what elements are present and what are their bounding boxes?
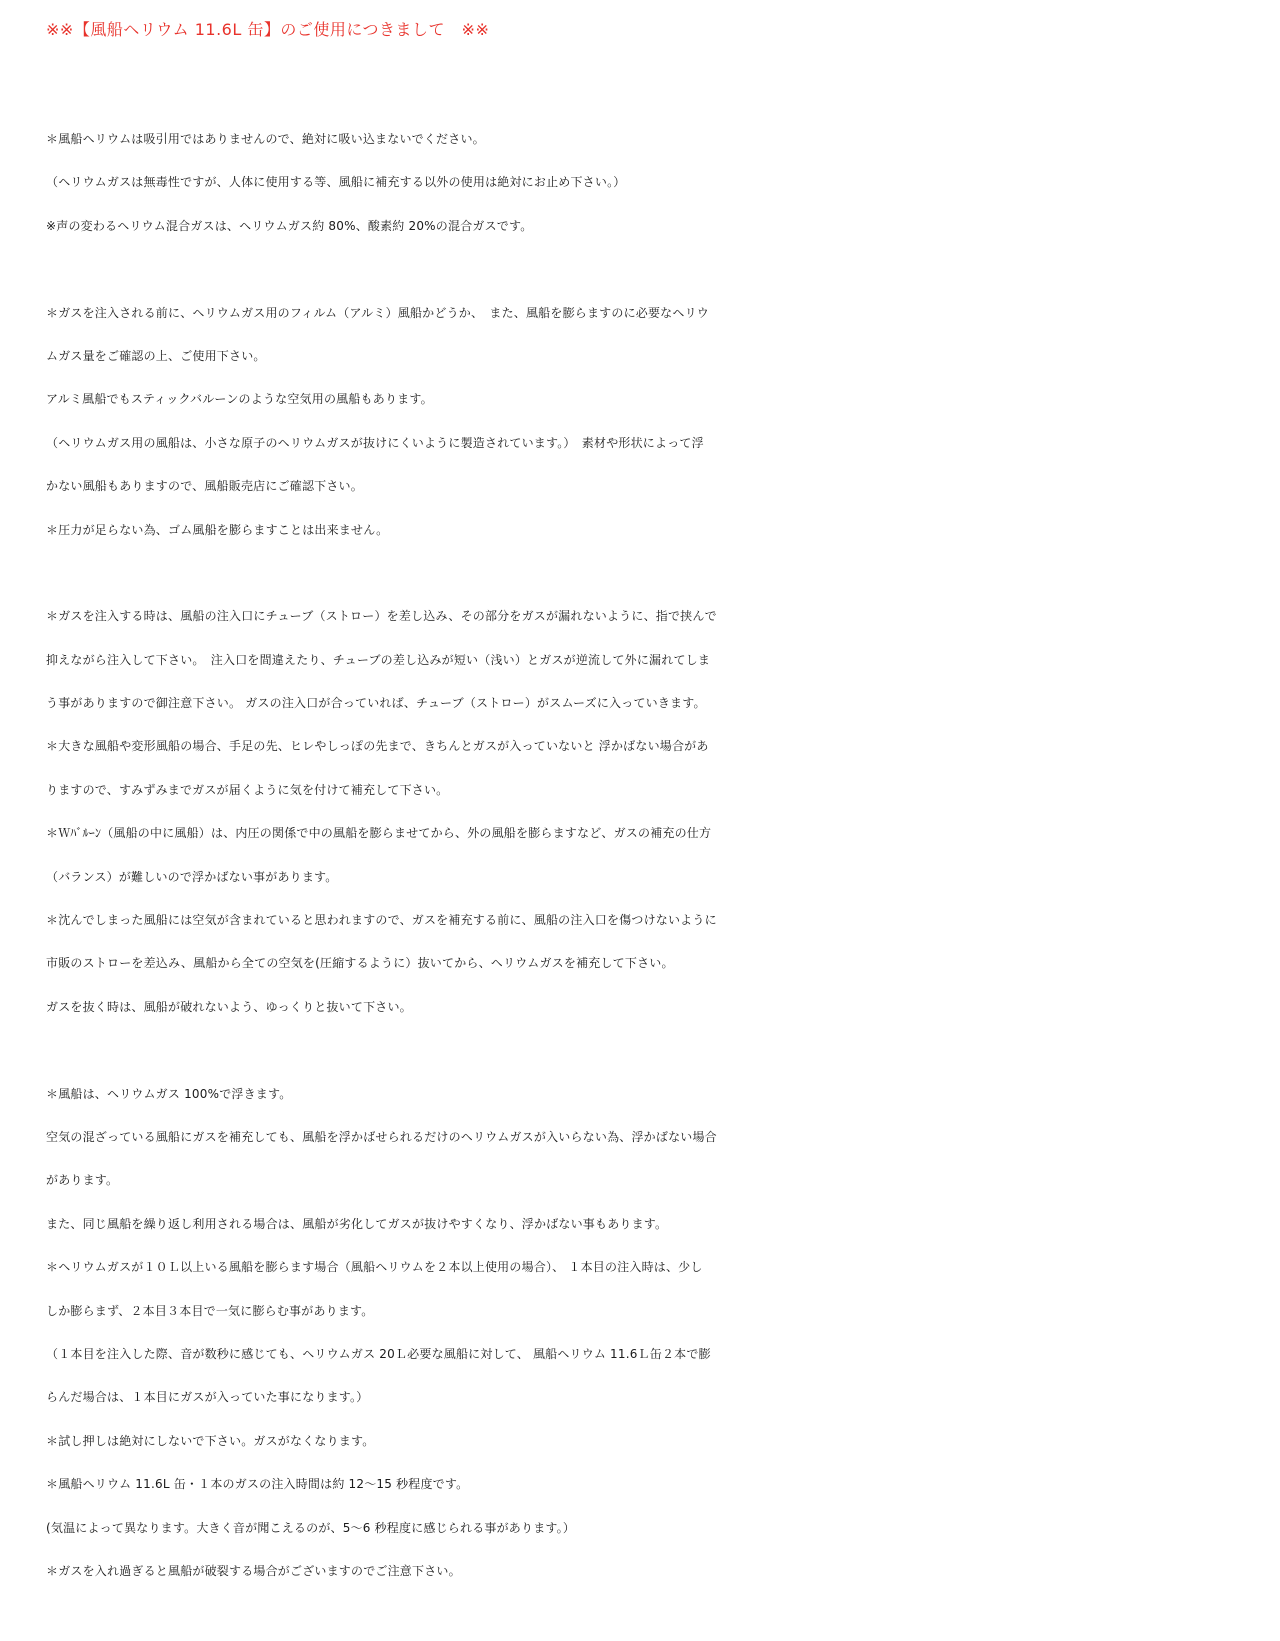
text-line: ＊風船は、ヘリウムガス 100%で浮きます。 — [46, 1086, 292, 1101]
text-line: ＊試し押しは絶対にしないで下さい。ガスがなくなります。 — [46, 1433, 375, 1448]
text-line: ムガス量をご確認の上、ご使用下さい。 — [46, 348, 266, 363]
text-line: ＊圧力が足らない為、ゴム風船を膨らますことは出来ません。 — [46, 522, 389, 537]
text-line: 抑えながら注入して下さい。 注入口を間違えたり、チューブの差し込みが短い（浅い）とガスが逆流して外に漏れてしま — [46, 652, 711, 667]
text-line: また、同じ風船を繰り返し利用される場合は、風船が劣化してガスが抜けやすくなり、浮かばない事もあります。 — [46, 1216, 668, 1231]
blank-line — [46, 1029, 1246, 1072]
text-line: ＊風船ヘリウムは吸引用ではありませんので、絶対に吸い込まないでください。 — [46, 132, 485, 146]
text-line: ＊沈んでしまった風船には空気が含まれていると思われますので、ガスを補充する前に、風船の注入口を傷つけないように — [46, 913, 717, 928]
text-line: アルミ風船でもスティックバルーンのような空気用の風船もあります。 — [46, 392, 433, 407]
blank-line — [46, 552, 1246, 595]
blank-line — [46, 248, 1246, 291]
text-line: ＊ガスを入れ過ぎると風船が破裂する場合がございますのでご注意下さい。 — [46, 1563, 461, 1578]
text-line: らんだ場合は、１本目にガスが入っていた事になります。） — [46, 1390, 369, 1405]
text-line: ＊風船ヘリウム 11.6L 缶・１本のガスの注入時間は約 12～15 秒程度です。 — [46, 1477, 469, 1492]
text-line: りますので、すみずみまでガスが届くように気を付けて補充して下さい。 — [46, 782, 449, 797]
document-body — [46, 118, 1246, 1593]
text-line: しか膨らまず、２本目３本目で一気に膨らむ事があります。 — [46, 1303, 374, 1318]
text-line: ＊ヘリウムガスが１０Ｌ以上いる風船を膨らます場合（風船ヘリウムを２本以上使用の場合）、 １本目の注入時は、少し — [46, 1260, 703, 1275]
text-line: 市販のストローを差込み、風船から全ての空気を(圧縮するように）抜いてから、ヘリウムガスを補充して下さい。 — [46, 956, 674, 971]
text-line: ＊ガスを注入される前に、ヘリウムガス用のフィルム（アルミ）風船かどうか、 また、風船を膨らますのに必要なヘリウ — [46, 305, 709, 320]
text-line: （ヘリウムガス用の風船は、小さな原子のヘリウムガスが抜けにくいように製造されています。） 素材や形状によって浮 — [46, 435, 704, 450]
text-line: ＊大きな風船や変形風船の場合、手足の先、ヒレやしっぽの先まで、きちんとガスが入っていないと 浮かばない場合があ — [46, 739, 709, 754]
text-line: ガスを抜く時は、風船が破れないよう、ゆっくりと抜いて下さい。 — [46, 999, 412, 1014]
text-line: 空気の混ざっている風船にガスを補充しても、風船を浮かばせられるだけのヘリウムガスが入いらない為、浮かばない場合 — [46, 1129, 717, 1144]
text-line: （ヘリウムガスは無毒性ですが、人体に使用する等、風船に補充する以外の使用は絶対にお止め下さい。） — [46, 175, 626, 190]
text-line: う事がありますので御注意下さい。 ガスの注入口が合っていれば、チューブ（ストロー）がスムーズに入っていきます。 — [46, 696, 706, 711]
text-line: （バランス）が難しいので浮かばない事があります。 — [46, 869, 338, 884]
text-line: があります。 — [46, 1173, 119, 1188]
text-line: ※声の変わるヘリウム混合ガスは、ヘリウムガス約 80%、酸素約 20%の混合ガスです。 — [46, 218, 533, 233]
text-line: （１本目を注入した際、音が数秒に感じても、ヘリウムガス 20Ｌ必要な風船に対して、 風船ヘリウム 11.6Ｌ缶２本で膨 — [46, 1346, 711, 1361]
document — [46, 0, 1246, 1593]
text-line: かない風船もありますので、風船販売店にご確認下さい。 — [46, 479, 363, 494]
page-title: ※※【風船ヘリウム 11.6L 缶】のご使用につきまして ※※ — [46, 20, 490, 39]
text-line: (気温によって異なります。大きく音が聞こえるのが、5～6 秒程度に感じられる事があります。） — [46, 1520, 576, 1535]
text-line: ＊Ｗﾊﾞﾙｰﾝ（風船の中に風船）は、内圧の関係で中の風船を膨らませてから、外の風船を膨らますなど、ガスの補充の仕方 — [46, 826, 712, 841]
text-line: ＊ガスを注入する時は、風船の注入口にチューブ（ストロー）を差し込み、その部分をガスが漏れないように、指で挟んで — [46, 609, 717, 624]
